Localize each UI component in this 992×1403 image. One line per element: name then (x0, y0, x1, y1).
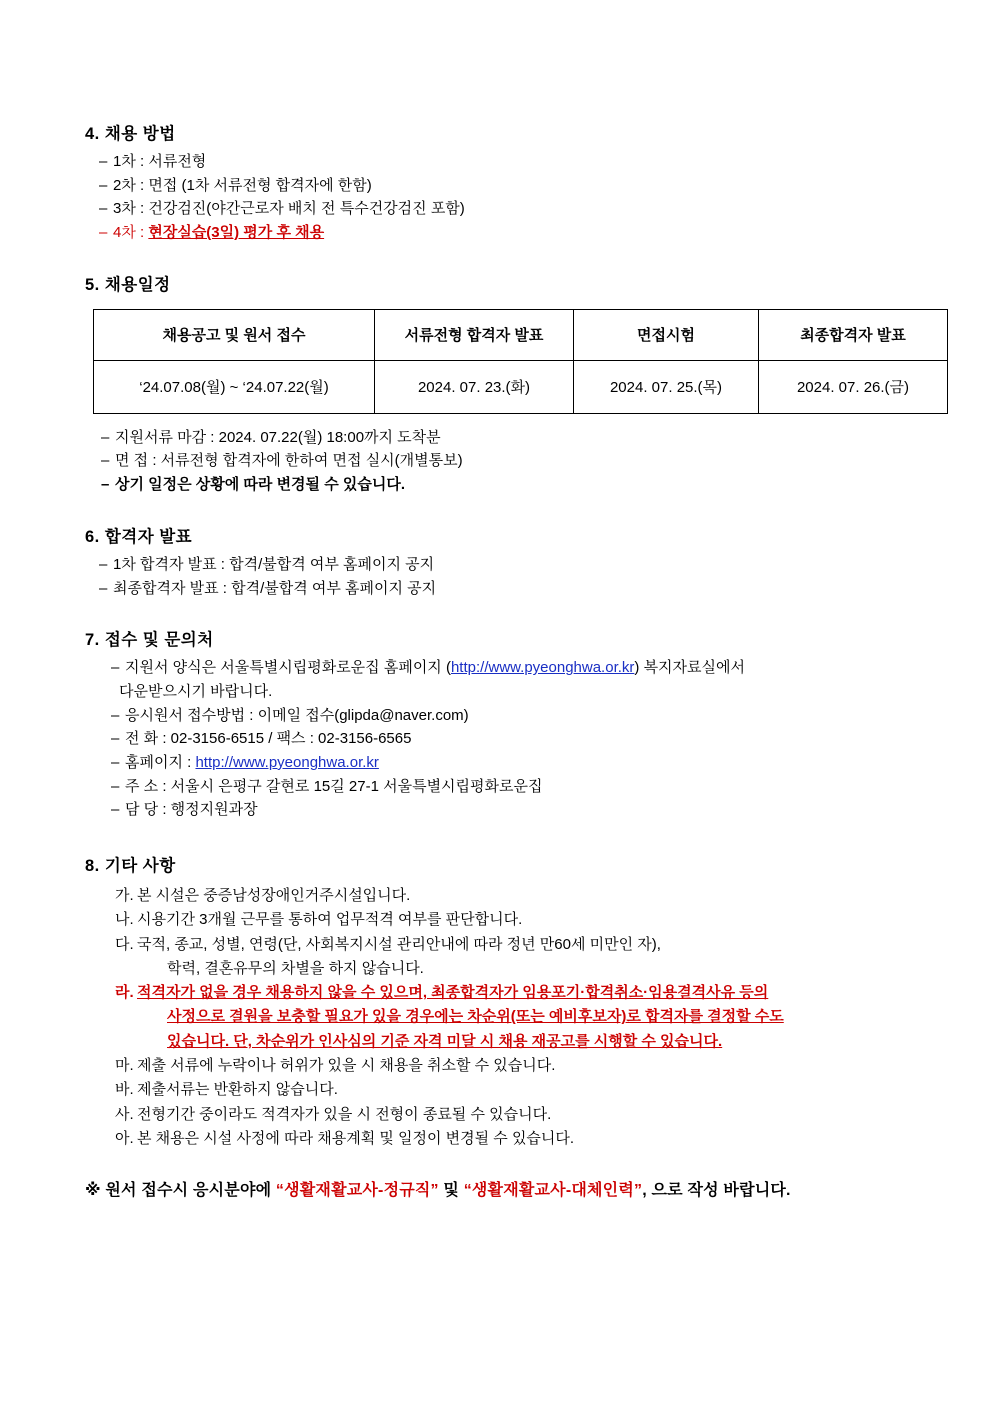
list-item: 사. 전형기간 중이라도 적격자가 있을 시 전형이 종료될 수 있습니다. (115, 1105, 552, 1123)
list-item: 나. 시용기간 3개월 근무를 통하여 업무적격 여부를 판단합니다. (115, 911, 523, 929)
table-row (94, 360, 948, 413)
section-4-title: 4. 채용 방법 (85, 125, 176, 143)
section-6-title: 6. 합격자 발표 (85, 527, 193, 546)
schedule-note-1: – 지원서류 마감 : 2024. 07.22(월) 18:00까지 도착분 (101, 428, 441, 446)
result-item-2: – 최종합격자 발표 : 합격/불합격 여부 홈페이지 공지 (99, 579, 437, 597)
method-item-2: – 2차 : 면접 (1차 서류전형 합격자에 한함) (99, 176, 372, 194)
method-item-3: – 3차 : 건강검진(야간근로자 배치 전 특수건강검진 포함) (99, 200, 465, 218)
header-cell-document-result: 서류전형 합격자 발표 (375, 309, 574, 360)
section-contact (85, 626, 922, 822)
section-7-title: 7. 접수 및 문의처 (85, 631, 214, 650)
list-item: 가. 본 시설은 중증남성장애인거주시설입니다. (115, 887, 411, 904)
method-item-4-highlight: 현장실습(3일) 평가 후 채용 (148, 224, 325, 242)
list-item: 바. 제출서류는 반환하지 않습니다. (115, 1081, 338, 1099)
section-recruitment-method (85, 120, 922, 245)
schedule-notes (85, 426, 922, 497)
homepage-link-2[interactable]: http://www.pyeonghwa.or.kr (195, 753, 379, 771)
header-cell-final-result: 최종합격자 발표 (759, 309, 948, 360)
header-cell-interview: 면접시험 (574, 309, 759, 360)
cell-interview-date: 2024. 07. 25.(목) (574, 360, 759, 413)
section-schedule (85, 271, 922, 497)
schedule-note-2: – 면 접 : 서류전형 합격자에 한하여 면접 실시(개별통보) (101, 452, 463, 470)
list-item-highlighted: 라. 적격자가 없을 경우 채용하지 않을 수 있으며, 최종합격자가 임용포기·합격취소·임용결격사유 등의 사정으로 결원을 보충할 필요가 있을 경우에는 차순위(또는 예비후보자)로 합격자를 결정할 수도 있습니다. 단, 차순위가 인사심의 기준 자격 미달 시 채용 재공고를 시행할 수 있습니다. (115, 984, 784, 1050)
section-results-announcement (85, 523, 922, 600)
header-cell-announcement: 채용공고 및 원서 접수 (94, 309, 375, 360)
method-item-4: – 4차 : 현장실습(3일) 평가 후 채용 (99, 224, 325, 242)
method-item-1: – 1차 : 서류전형 (99, 153, 207, 170)
section-8-title: 8. 기타 사항 (85, 857, 176, 875)
table-header-row (94, 309, 948, 360)
footer-quote-1: “생활재활교사-정규직” (275, 1182, 439, 1200)
contact-line-1-cont: 다운받으시기 바랍니다. (119, 682, 273, 700)
footer-quote-2: “생활재활교사-대체인력” (463, 1182, 643, 1200)
footer-note: ※ 원서 접수시 응시분야에 “생활재활교사-정규직” 및 “생활재활교사-대체인력”, 으로 작성 바랍니다. (85, 1182, 791, 1200)
section-5-title: 5. 채용일정 (85, 275, 171, 294)
list-item: 다. 국적, 종교, 성별, 연령(단, 사회복지시설 관리안내에 따라 정년 만60세 미만인 자), 학력, 결혼유무의 차별을 하지 않습니다. (115, 935, 661, 977)
contact-line-1: – 지원서 양식은 서울특별시립평화로운집 홈페이지 (http://www.pyeonghwa.or.kr) 복지자료실에서 (111, 659, 745, 677)
cell-document-result-date: 2024. 07. 23.(화) (375, 360, 574, 413)
cell-announcement-period: ‘24.07.08(월) ~ ‘24.07.22(월) (94, 360, 375, 413)
contact-line-6: – 담 당 : 행정지원과장 (111, 801, 258, 819)
cell-final-result-date: 2024. 07. 26.(금) (759, 360, 948, 413)
schedule-note-3: – 상기 일정은 상황에 따라 변경될 수 있습니다. (101, 476, 405, 494)
contact-line-2: – 응시원서 접수방법 : 이메일 접수(glipda@naver.com) (111, 706, 469, 724)
list-item: 마. 제출 서류에 누락이나 허위가 있을 시 채용을 취소할 수 있습니다. (115, 1057, 556, 1075)
homepage-link-1[interactable]: http://www.pyeonghwa.or.kr (450, 659, 635, 677)
section-other-matters (85, 852, 922, 1151)
list-item: 아. 본 채용은 시설 사정에 따라 채용계획 및 일정이 변경될 수 있습니다. (115, 1129, 575, 1147)
contact-line-4: – 홈페이지 : http://www.pyeonghwa.or.kr (111, 753, 379, 771)
contact-line-5: – 주 소 : 서울시 은평구 갈현로 15길 27-1 서울특별시립평화로운집 (111, 777, 543, 795)
schedule-table (93, 309, 948, 414)
contact-line-3: – 전 화 : 02-3156-6515 / 팩스 : 02-3156-6565 (111, 730, 412, 748)
other-matters-list (85, 884, 922, 1151)
result-item-1: – 1차 합격자 발표 : 합격/불합격 여부 홈페이지 공지 (99, 555, 435, 573)
